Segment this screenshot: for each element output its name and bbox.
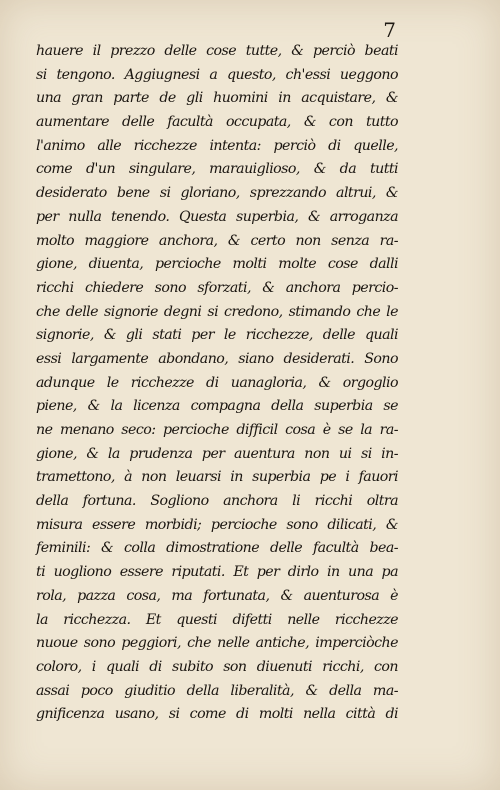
text-line: hauere il prezzo delle cose tutte, & perciò beati <box>36 43 398 59</box>
text-line: gione, & la prudenza per auentura non ui si in- <box>36 445 398 462</box>
text-line: essi largamente abondano, siano desiderati. Sono <box>36 350 398 367</box>
text-line: misura essere morbidi; percioche sono dilicati, & <box>36 516 398 533</box>
text-line: gione, diuenta, percioche molti molte cose dalli <box>36 256 398 273</box>
text-line: una gran parte de gli huomini in acquistare, & <box>36 90 398 107</box>
page-number: 7 <box>383 18 396 42</box>
text-line: desiderato bene si gloriano, sprezzando altrui, & <box>36 185 398 202</box>
text-line: signorie, & gli stati per le ricchezze, delle quali <box>36 327 398 344</box>
text-line: assai poco giuditio della liberalità, & della ma- <box>36 682 398 699</box>
text-line: nuoue sono peggiori, che nelle antiche, imperciòche <box>36 635 398 652</box>
text-line: ricchi chiedere sono sforzati, & anchora percio- <box>36 279 398 296</box>
text-line: molto maggiore anchora, & certo non senza ra- <box>36 232 398 249</box>
text-line: rola, pazza cosa, ma fortunata, & auenturosa è <box>36 587 398 604</box>
text-line: come d'un singulare, marauiglioso, & da tutti <box>36 161 398 178</box>
text-line: feminili: & colla dimostratione delle facultà bea- <box>36 540 398 557</box>
text-line: per nulla tenendo. Questa superbia, & arroganza <box>36 208 398 225</box>
text-line: tramettono, à non leuarsi in superbia pe i fauori <box>36 469 398 486</box>
text-line: la ricchezza. Et questi difetti nelle ricchezze <box>36 611 398 628</box>
text-line: coloro, i quali di subito son diuenuti ricchi, con <box>36 658 398 675</box>
text-line: aumentare delle facultà occupata, & con tutto <box>36 114 398 131</box>
text-line: ti uogliono essere riputati. Et per dirlo in una pa <box>36 564 398 581</box>
text-line: l'animo alle ricchezze intenta: perciò di quelle, <box>36 137 398 154</box>
text-line: ne menano seco: percioche difficil cosa è se la ra- <box>36 422 398 438</box>
text-line: della fortuna. Sogliono anchora li ricchi oltra <box>36 493 398 510</box>
text-line: piene, & la licenza compagna della superbia se <box>36 398 398 415</box>
text-line: adunque le ricchezze di uanagloria, & orgoglio <box>36 374 398 391</box>
text-block <box>36 40 398 727</box>
text-line: gnificenza usano, si come di molti nella città di <box>36 706 398 723</box>
text-line: si tengono. Aggiugnesi a questo, ch'essi ueggono <box>36 66 398 83</box>
text-line: che delle signorie degni si credono, stimando che le <box>36 303 398 320</box>
